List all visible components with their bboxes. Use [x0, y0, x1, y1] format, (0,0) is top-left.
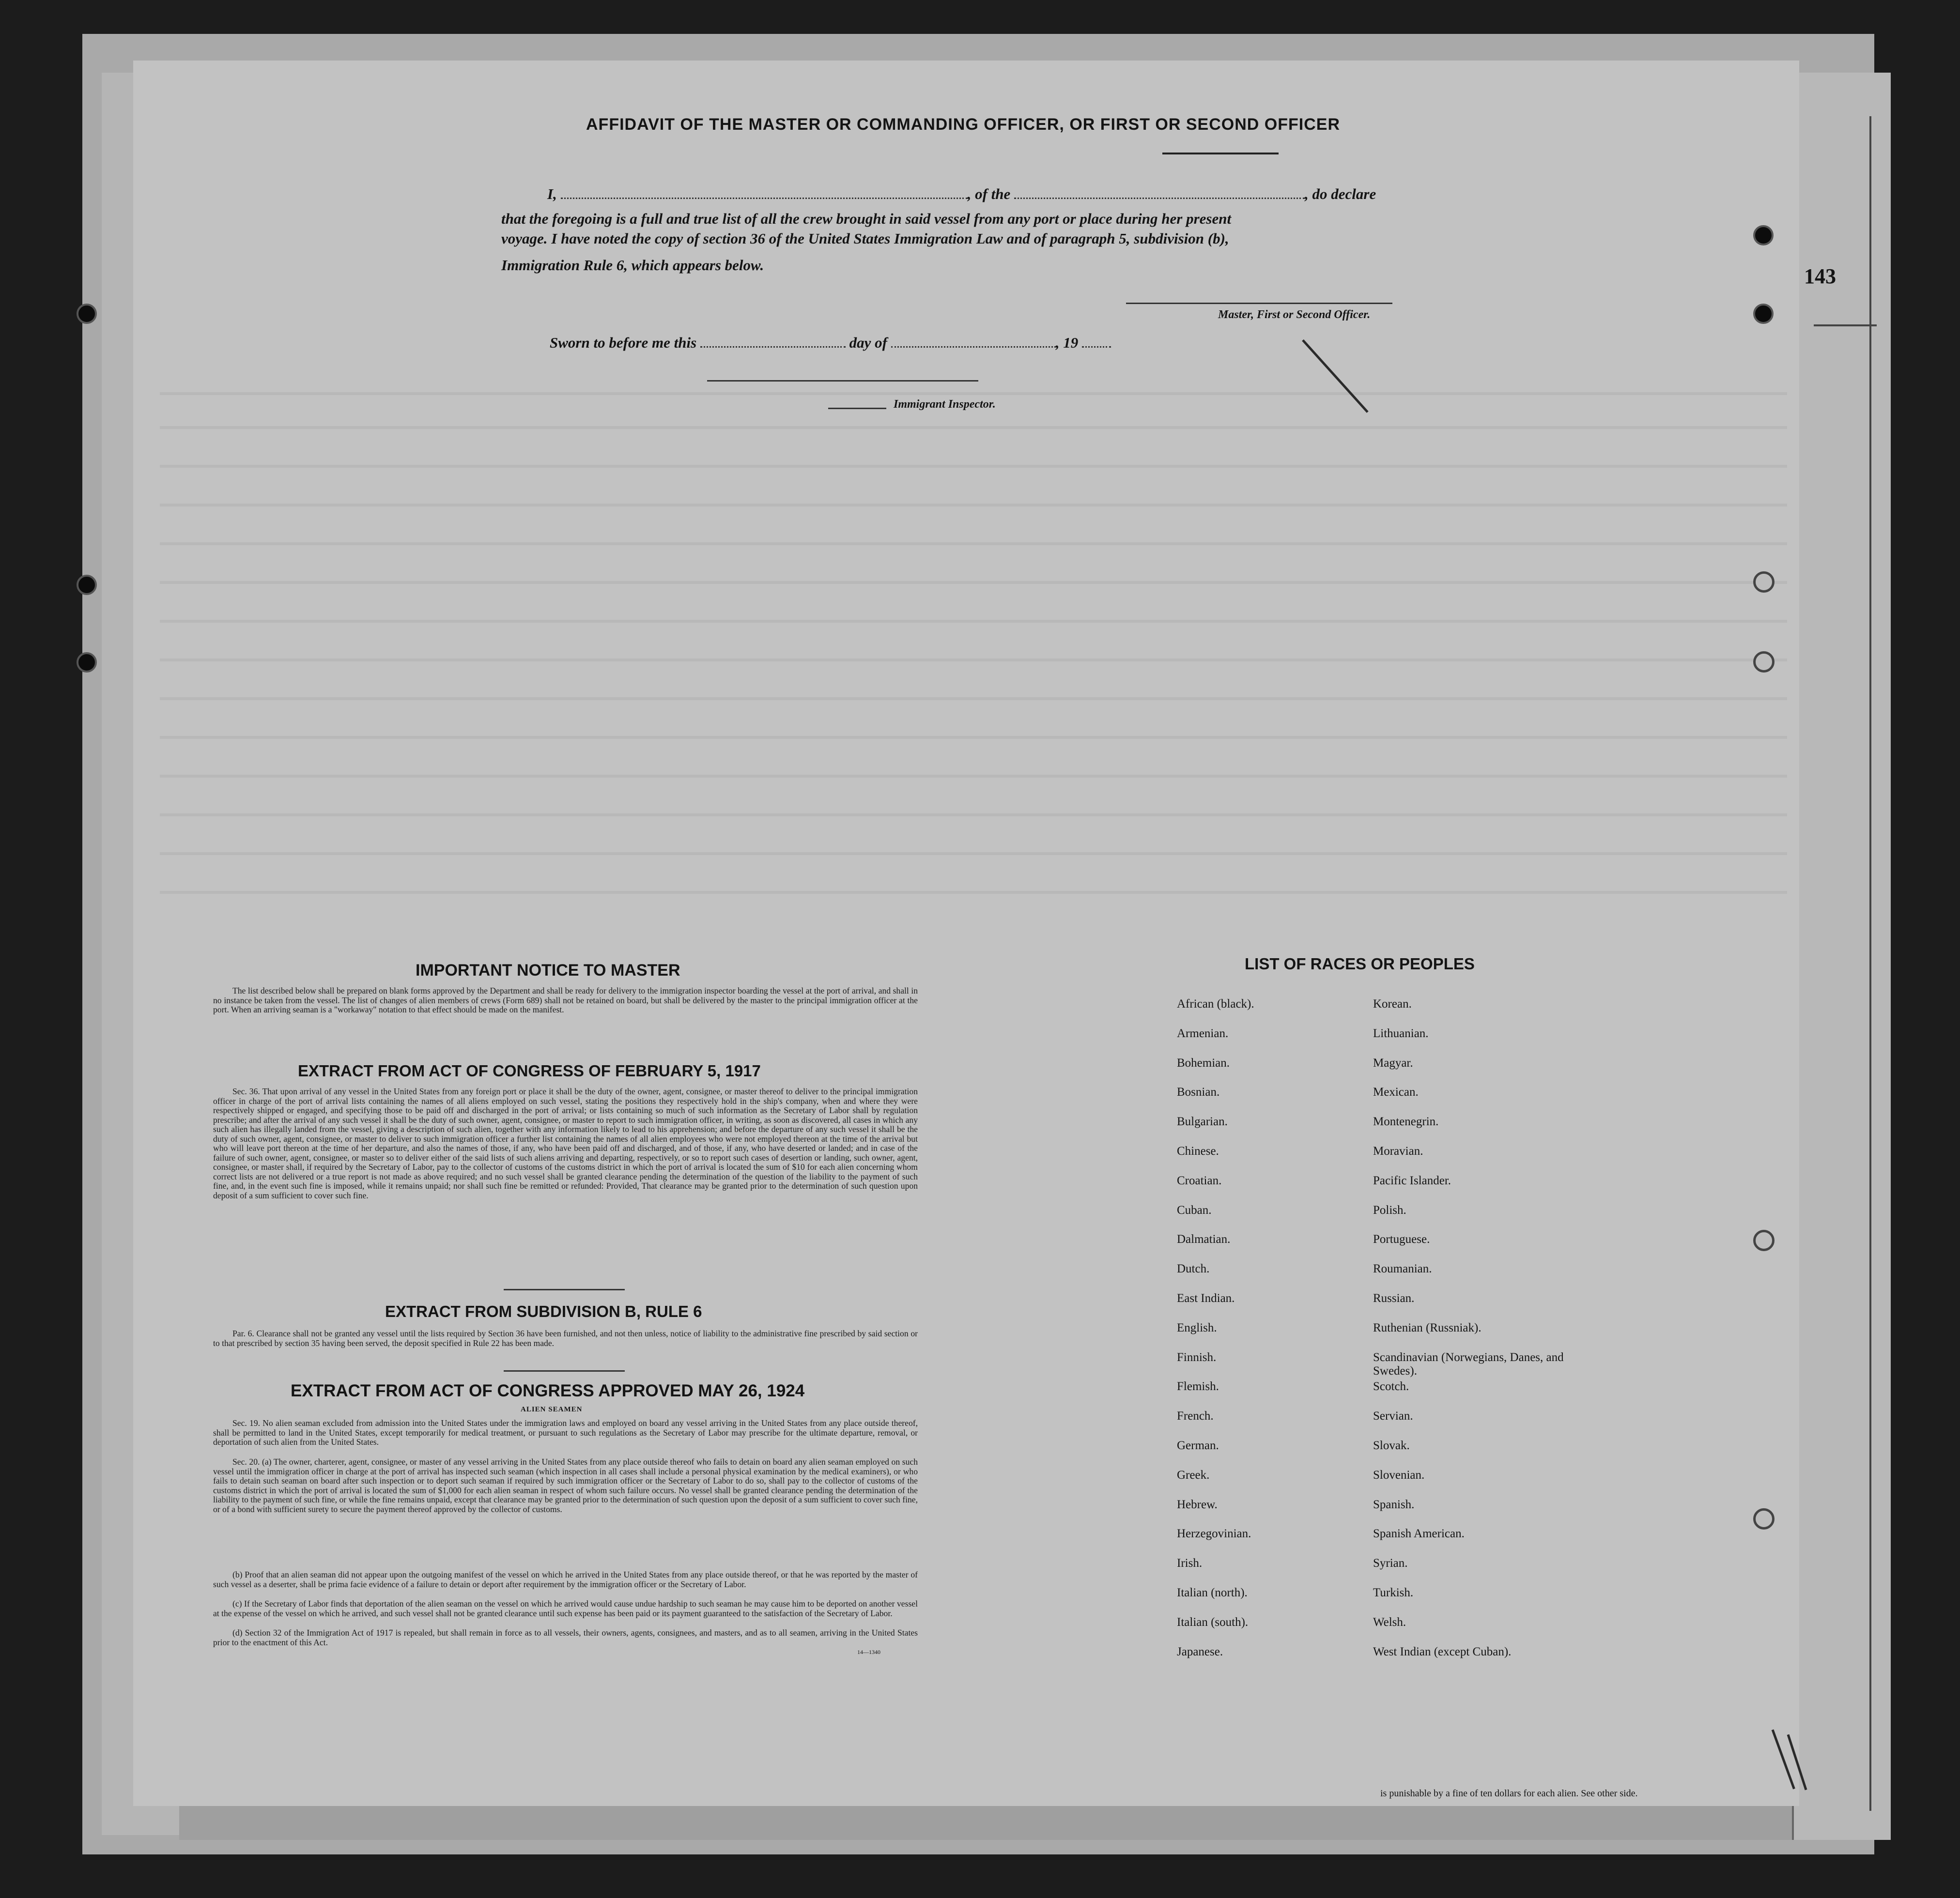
alien-seamen-subtitle: ALIEN SEAMEN [521, 1406, 583, 1413]
affidavit-line: Immigration Rule 6, which appears below. [501, 257, 764, 274]
race-item: Scotch. [1373, 1380, 1409, 1393]
inspector-short-line [828, 408, 886, 409]
bleed-through-row [160, 813, 1787, 816]
race-item: Ruthenian (Russniak). [1373, 1321, 1482, 1334]
race-item: Hebrew. [1177, 1498, 1218, 1511]
race-item: Syrian. [1373, 1557, 1408, 1570]
bleed-through-row [160, 697, 1787, 700]
race-item: Servian. [1373, 1409, 1413, 1423]
race-item: Spanish American. [1373, 1527, 1465, 1541]
extract-rule6-text: Par. 6. Clearance shall not be granted any vessel until the lists required by Section 36 have been furnished, and not then unless, notice of liability to the administrative fine prescribed by said section or to that prescribed by section 35 having been served, the deposit specified in Rule 22 has been made. [213, 1329, 918, 1348]
master-caption: Master, First or Second Officer. [1218, 308, 1371, 321]
bleed-through-row [160, 736, 1787, 739]
affidavit-title: AFFIDAVIT OF THE MASTER OR COMMANDING OFFICER, OR FIRST OR SECOND OFFICER [586, 115, 1340, 134]
notice-text: The list described below shall be prepared on blank forms approved by the Department and shall be ready for delivery to the immigration inspector boarding the vessel at the port of arrival, and shall in no instance be taken from the vessel. The list of changes of alien members of crews (Form 689) shall not be retained on board, but shall be delivered by the master to the principal immigration officer at the port. When an arriving seaman is a "workaway" notation to that effect should be made on the manifest. [213, 986, 918, 1014]
race-item: Italian (north). [1177, 1586, 1248, 1599]
race-item: Lithuanian. [1373, 1026, 1429, 1040]
binder-hole [1753, 571, 1775, 593]
affidavit-line: that the foregoing is a full and true list of all the crew brought in said vessel from any port or place during her present [501, 210, 1232, 227]
race-item: Pacific Islander. [1373, 1174, 1451, 1187]
bleed-through-row [160, 852, 1787, 855]
race-item: Dutch. [1177, 1262, 1210, 1276]
bleed-through-row [160, 426, 1787, 429]
binder-hole [1753, 651, 1775, 673]
race-item: Finnish. [1177, 1350, 1217, 1364]
affidavit-i-label: I, [547, 185, 557, 202]
sworn-line [550, 334, 1111, 352]
races-column-2 [1373, 997, 1576, 1674]
ruled-line [1869, 116, 1871, 1811]
bleed-through-row [160, 620, 1787, 623]
day-of-label: day of [849, 334, 887, 351]
race-item: Bulgarian. [1177, 1115, 1228, 1129]
extract-rule6-title: EXTRACT FROM SUBDIVISION B, RULE 6 [385, 1302, 702, 1320]
race-item: Japanese. [1177, 1645, 1223, 1658]
binder-hole [1753, 225, 1774, 245]
race-item: Dalmatian. [1177, 1233, 1231, 1246]
race-item: West Indian (except Cuban). [1373, 1645, 1512, 1658]
section-20b-text: (b) Proof that an alien seaman did not appear upon the outgoing manifest of the vessel on which he arrived in the United States from any place outside thereof, or that he was reported by the master of such vessel as a deserter, shall be prima facie evidence of a failure to detain or deport after requirement by the immigration officer or the Secretary of Labor. [213, 1570, 918, 1589]
extract-1917-title: EXTRACT FROM ACT OF CONGRESS OF FEBRUARY 5, 1917 [298, 1062, 761, 1080]
race-item: Montenegrin. [1373, 1115, 1439, 1129]
right-edge-sheet [1792, 73, 1891, 1840]
name-blank [561, 186, 968, 199]
affidavit-of-the-label: , of the [967, 185, 1011, 202]
affidavit-declare-label: , do declare [1305, 185, 1376, 202]
race-item: Bosnian. [1177, 1086, 1220, 1099]
race-item: Polish. [1373, 1203, 1406, 1217]
race-item: Irish. [1177, 1557, 1203, 1570]
race-item: Turkish. [1373, 1586, 1414, 1599]
race-item: Spanish. [1373, 1498, 1415, 1511]
bleed-through-row [160, 658, 1787, 661]
race-item: Magyar. [1373, 1056, 1413, 1070]
bleed-through-row [160, 891, 1787, 894]
ruled-line [1814, 324, 1877, 326]
bleed-through-row [160, 542, 1787, 545]
title-rule [1162, 153, 1279, 154]
section-20a-text: Sec. 20. (a) The owner, charterer, agent, consignee, or master of any vessel arriving in the United States from any place outside thereof who fails to detain on board any alien seaman employed on such vessel until the immigration officer in charge at the port of arrival has inspected such seaman (which inspection in all cases shall include a personal physical examination by the medical examiners), or who fails to detain such seaman on board after such inspection or to deport such seaman if required by such immigration officer or the Secretary of Labor to do so, shall pay to the collector of customs of the customs district in which the port of arrival is located the sum of $1,000 for each alien seaman in respect of whom such failure occurs. No vessel shall be granted clearance pending the determination of the liability to the payment of such fine, or while the fine remains unpaid, except that clearance may be granted prior to the determination of such question upon the deposit of a sum sufficient to cover such fine, or of a bond with sufficient surety to secure the payment thereof approved by the collector of customs. [213, 1457, 918, 1514]
race-item: East Indian. [1177, 1291, 1235, 1305]
race-item: Korean. [1373, 997, 1412, 1010]
sworn-year-blank [1082, 335, 1111, 348]
section-19-text: Sec. 19. No alien seaman excluded from admission into the United States under the immigration laws and employed on board any vessel arriving in the United States from any place outside thereof, shall be permitted to land in the United States, except temporarily for medical treatment, or pursuant to such regulations as the Secretary of Labor may prescribe for the ultimate departure, removal, or deportation of such alien from the United States. [213, 1418, 918, 1447]
race-item: French. [1177, 1409, 1214, 1423]
affidavit-line: voyage. I have noted the copy of section 36 of the United States Immigration Law and of paragraph 5, subdivision (b), [501, 230, 1229, 247]
footnote: is punishable by a fine of ten dollars for each alien. See other side. [1380, 1788, 1638, 1799]
inspector-signature-line [707, 380, 978, 382]
race-item: Cuban. [1177, 1203, 1212, 1217]
bleed-through-row [160, 775, 1787, 778]
race-item: Armenian. [1177, 1026, 1229, 1040]
bleed-through-row [160, 581, 1787, 584]
section-rule [504, 1289, 625, 1290]
race-item: Moravian. [1373, 1144, 1423, 1158]
binder-hole [77, 304, 97, 324]
race-item: Greek. [1177, 1468, 1210, 1482]
section-20d-text: (d) Section 32 of the Immigration Act of 1917 is repealed, but shall remain in force as to all vessels, their owners, agents, consignees, and masters, and as to all seamen, arriving in the United States prior to the enactment of this Act. [213, 1628, 918, 1647]
form-number: 14—1340 [857, 1649, 880, 1655]
race-item: Roumanian. [1373, 1262, 1432, 1276]
race-item: Welsh. [1373, 1615, 1406, 1629]
extract-1917-text: Sec. 36. That upon arrival of any vessel in the United States from any foreign port or place it shall be the duty of the owner, agent, consignee, or master thereof to deliver to the principal immigration officer in charge of the port of arrival lists containing the names of all aliens employed on such vessel, stating the positions they respectively hold in the ship's company, when and where they were respectively shipped or engaged, and specifying those to be paid off and discharged in the port of arrival; or lists containing so much of such information as the Secretary of Labor shall by regulation prescribe; and after the arrival of any such vessel it shall be the duty of such owner, agent, consignee, or master to report to such immigration officer, in writing, as soon as discovered, all cases in which any such alien has illegally landed from the vessel, giving a description of such alien, together with any information likely to lead to his apprehension; and before the departure of any such vessel it shall be the duty of such owner, agent, consignee, or master to deliver to such immigration officer a further list containing the names of all alien employees who were not employed thereon at the time of the arrival but who will leave port thereon at the time of her departure, and also the names of those, if any, who have been paid off and discharged, and of those, if any, who have deserted or landed; and in case of the failure of such owner, agent, consignee, or master so to deliver either of the said lists of such aliens arriving and departing, respectively, or so to report such cases of desertion or landing, such owner, agent, consignee, or master shall, if required by the Secretary of Labor, pay to the collector of customs of the customs district in which the port of arrival is located the sum of $10 for each alien concerning whom correct lists are not delivered or a true report is not made as above required; and no such vessel shall be granted clearance pending the determination of the question of the liability to the payment of such fine, and, in the event such fine is imposed, while it remains unpaid; nor shall such fine be remitted or refunded: Provided, That clearance may be granted prior to the determination of such question upon deposit of a sum sufficient to cover such fine. [213, 1087, 918, 1200]
master-signature-line [1126, 303, 1392, 304]
binder-hole [1753, 1230, 1775, 1251]
race-item: English. [1177, 1321, 1217, 1334]
page-number: 143 [1804, 264, 1836, 288]
race-item: Slovenian. [1373, 1468, 1425, 1482]
section-20c-text: (c) If the Secretary of Labor finds that deportation of the alien seaman on the vessel on which he arrived would cause undue hardship to such seaman he may cause him to be deported on another vessel at the expense of the vessel on which he arrived, and such vessel shall not be granted clearance until such expense has been paid or its payment guaranteed to the satisfaction of the Secretary of Labor. [213, 1599, 918, 1618]
sworn-month-blank [891, 335, 1056, 348]
sworn-day-blank [700, 335, 846, 348]
notice-title: IMPORTANT NOTICE TO MASTER [416, 961, 680, 980]
binder-hole [1753, 1508, 1775, 1530]
race-item: Portuguese. [1373, 1233, 1430, 1246]
race-item: Flemish. [1177, 1380, 1219, 1393]
races-column-1 [1177, 997, 1254, 1674]
bleed-through-row [160, 465, 1787, 468]
race-item: Scandinavian (Norwegians, Danes, and Swedes). [1373, 1350, 1564, 1378]
race-item: Mexican. [1373, 1086, 1419, 1099]
race-item: Slovak. [1373, 1439, 1410, 1452]
race-item: African (black). [1177, 997, 1254, 1010]
year-label: , 19 [1055, 334, 1079, 351]
affidavit-declaration-line [547, 185, 1376, 203]
section-rule [504, 1370, 625, 1372]
race-item: German. [1177, 1439, 1219, 1452]
race-item: Herzegovinian. [1177, 1527, 1251, 1541]
binder-hole [77, 575, 97, 595]
race-item: Bohemian. [1177, 1056, 1230, 1070]
bleed-through-row [160, 504, 1787, 506]
race-item: Chinese. [1177, 1144, 1219, 1158]
race-item: Italian (south). [1177, 1615, 1249, 1629]
sworn-label: Sworn to before me this [550, 334, 697, 351]
race-item: Russian. [1373, 1291, 1415, 1305]
races-title: LIST OF RACES OR PEOPLES [1245, 955, 1475, 973]
extract-1924-title: EXTRACT FROM ACT OF CONGRESS APPROVED MAY 26, 1924 [291, 1381, 805, 1400]
race-item: Croatian. [1177, 1174, 1222, 1187]
binder-hole [77, 652, 97, 673]
inspector-caption: Immigrant Inspector. [894, 398, 996, 411]
binder-hole [1753, 304, 1774, 324]
bleed-through-row [160, 392, 1787, 395]
vessel-blank [1014, 186, 1305, 199]
